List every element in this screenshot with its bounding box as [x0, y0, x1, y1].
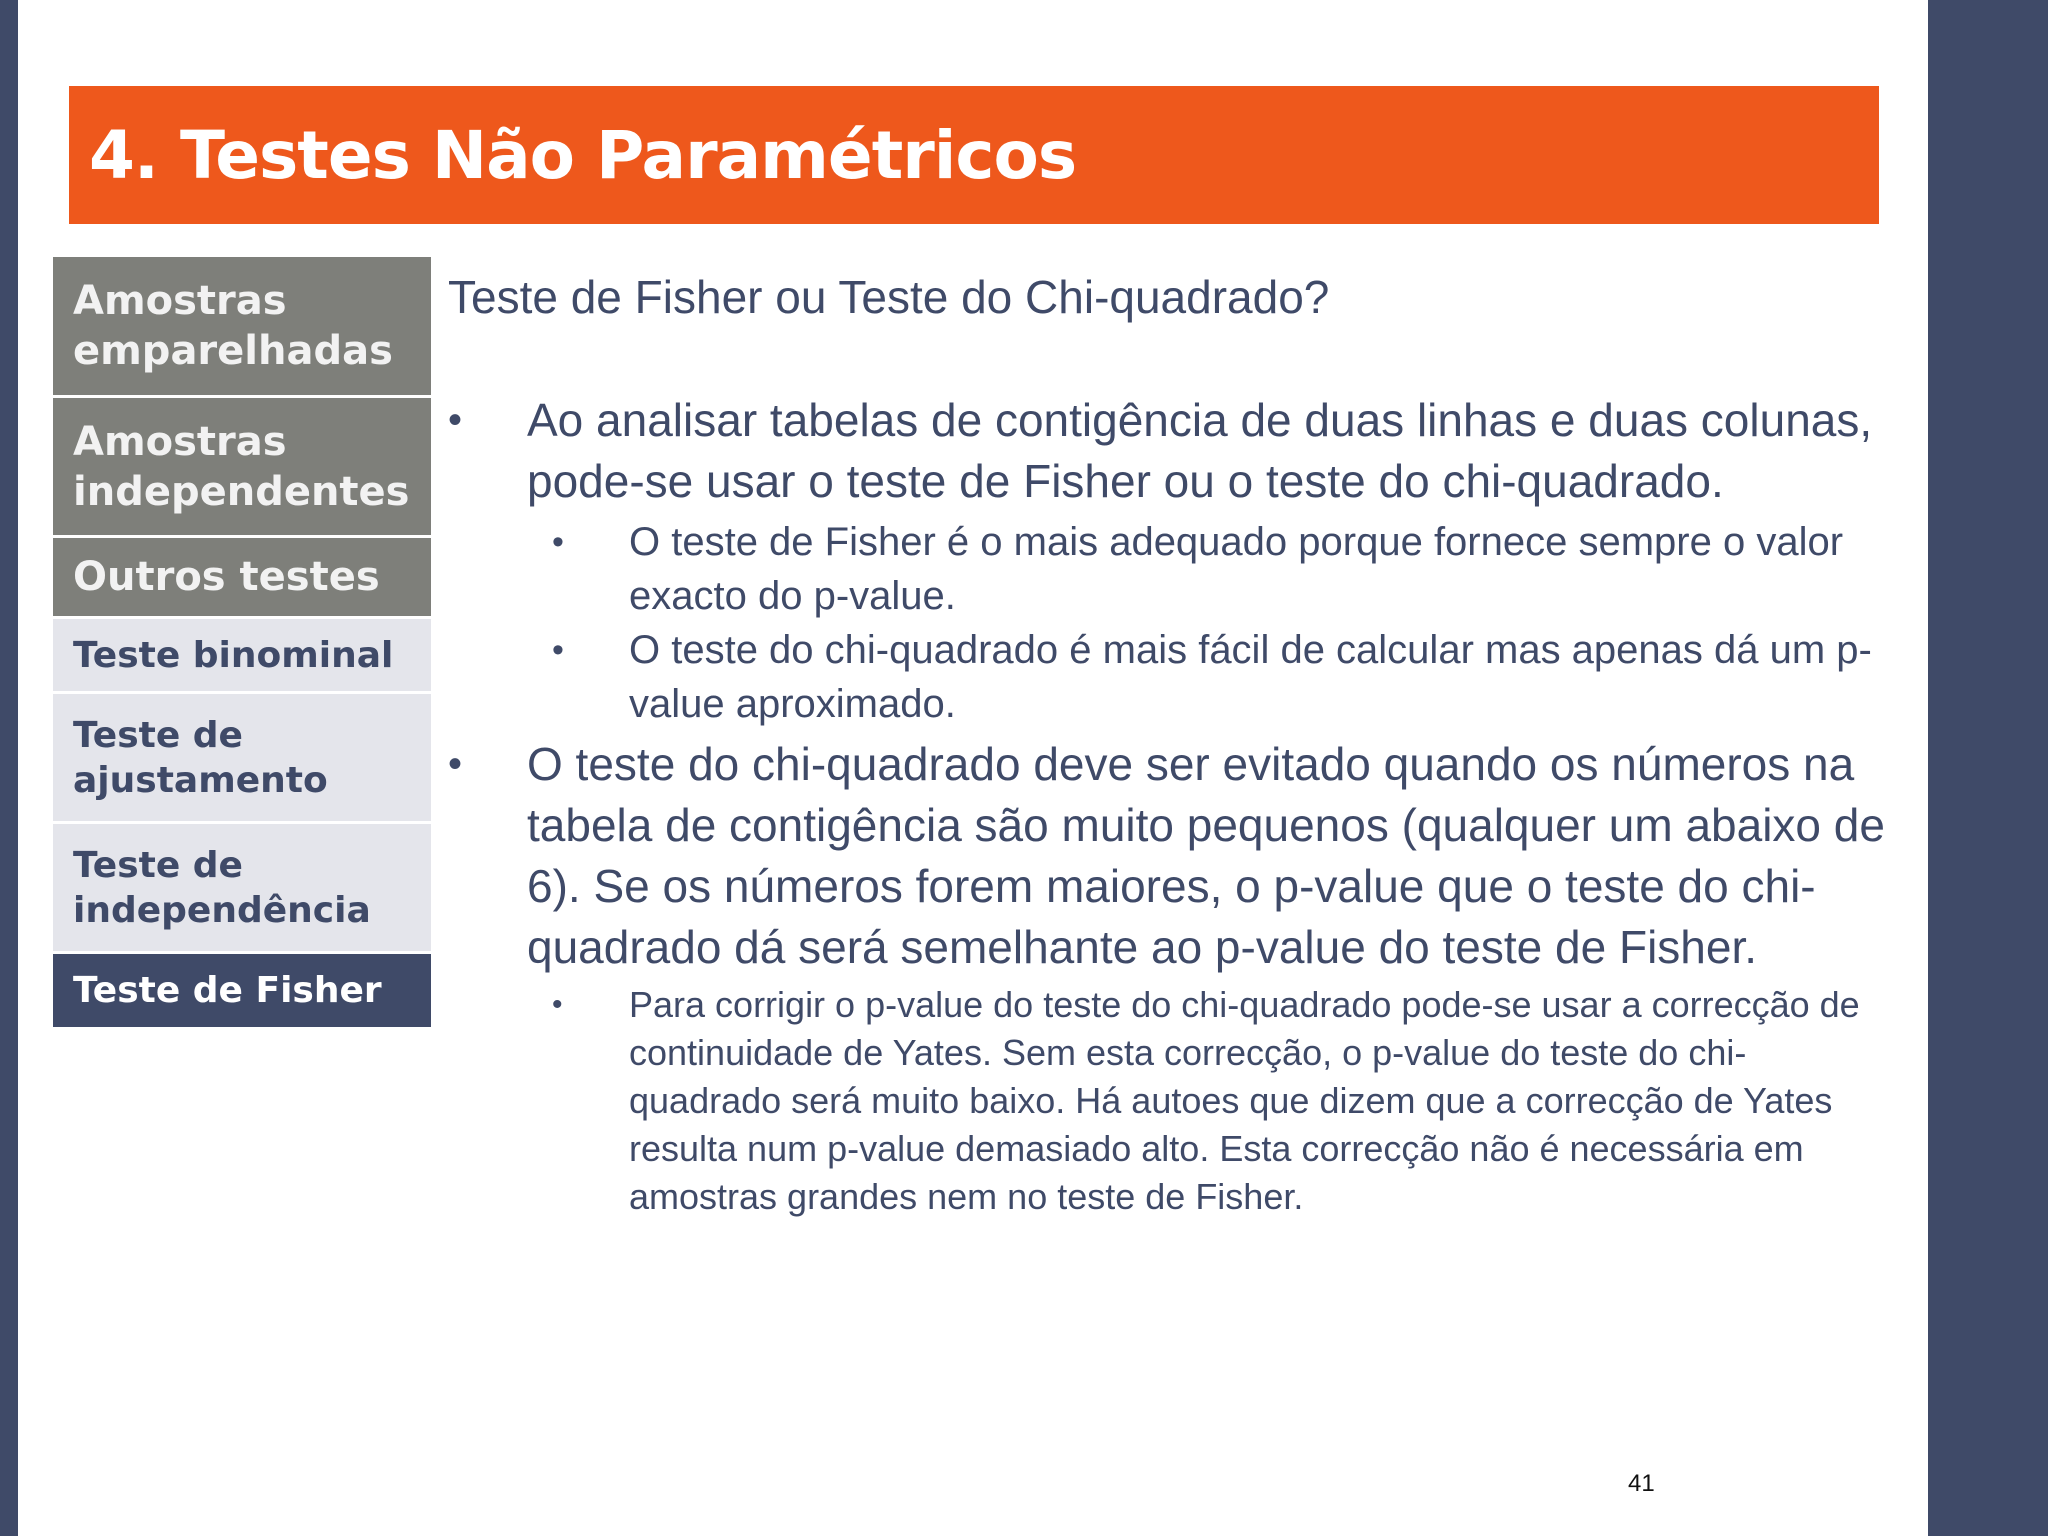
slide-title: 4. Testes Não Paramétricos — [89, 116, 1077, 194]
slide — [18, 0, 1928, 1536]
sidebar-item-label: Teste binominal — [73, 634, 394, 676]
sidebar-item-label: Amostras emparelhadas — [73, 278, 393, 374]
sidebar-item-label: Teste de independência — [73, 844, 371, 931]
bullet-text: O teste do chi-quadrado é mais fácil de calcular mas apenas dá um p-value aproximado. — [629, 628, 1872, 726]
sidebar-item-label: Outros testes — [73, 554, 380, 600]
sidebar-item-label: Teste de Fisher — [73, 970, 382, 1011]
sidebar-item-label: Teste de ajustamento — [73, 714, 328, 801]
bullet-level2 — [448, 981, 1888, 1221]
bullet-level1 — [448, 734, 1888, 978]
bullet-level2 — [448, 623, 1888, 731]
sidebar-item-teste-independencia[interactable] — [53, 824, 431, 954]
sidebar-item-outros-testes[interactable] — [53, 538, 431, 619]
bullet-icon: • — [552, 631, 564, 669]
bullet-text: O teste de Fisher é o mais adequado porque fornece sempre o valor exacto do p-value. — [629, 520, 1844, 618]
sidebar-item-teste-ajustamento[interactable] — [53, 694, 431, 824]
bullet-text: Ao analisar tabelas de contigência de duas linhas e duas colunas, pode-se usar o teste de Fisher ou o teste do chi-quadrado. — [527, 394, 1873, 507]
bullet-text: O teste do chi-quadrado deve ser evitado quando os números na tabela de contigência são muito pequenos (qualquer um abaixo de 6). Se os números forem maiores, o p-value que o teste do chi-quadrado dá será semelhante ao p-value do teste de Fisher. — [527, 738, 1885, 973]
sidebar-item-amostras-emparelhadas[interactable] — [53, 257, 431, 398]
content-subtitle: Teste de Fisher ou Teste do Chi-quadrado? — [448, 271, 1330, 323]
bullet-text: Para corrigir o p-value do teste do chi-quadrado pode-se usar a correcção de continuidade de Yates. Sem esta correcção, o p-value do teste do chi-quadrado será muito baixo. Há autoes que dizem que a correcção de Yates resulta num p-value demasiado alto. Esta correcção não é necessária em amostras grandes nem no teste de Fisher. — [629, 984, 1860, 1217]
bullet-icon: • — [552, 988, 563, 1021]
bullet-level1 — [448, 390, 1888, 512]
title-bar — [69, 86, 1879, 224]
sidebar-item-label: Amostras independentes — [73, 418, 410, 515]
sidebar-item-teste-fisher[interactable] — [53, 954, 431, 1027]
bullet-level2 — [448, 515, 1888, 623]
sidebar-item-amostras-independentes[interactable] — [53, 398, 431, 538]
bullet-icon: • — [448, 742, 463, 786]
section-sidebar — [53, 257, 431, 1027]
sidebar-item-teste-binominal[interactable] — [53, 619, 431, 694]
page-number: 41 — [1628, 1470, 1655, 1497]
slide-content — [448, 270, 1888, 1221]
bullet-icon: • — [448, 398, 463, 442]
bullet-icon: • — [552, 523, 564, 561]
